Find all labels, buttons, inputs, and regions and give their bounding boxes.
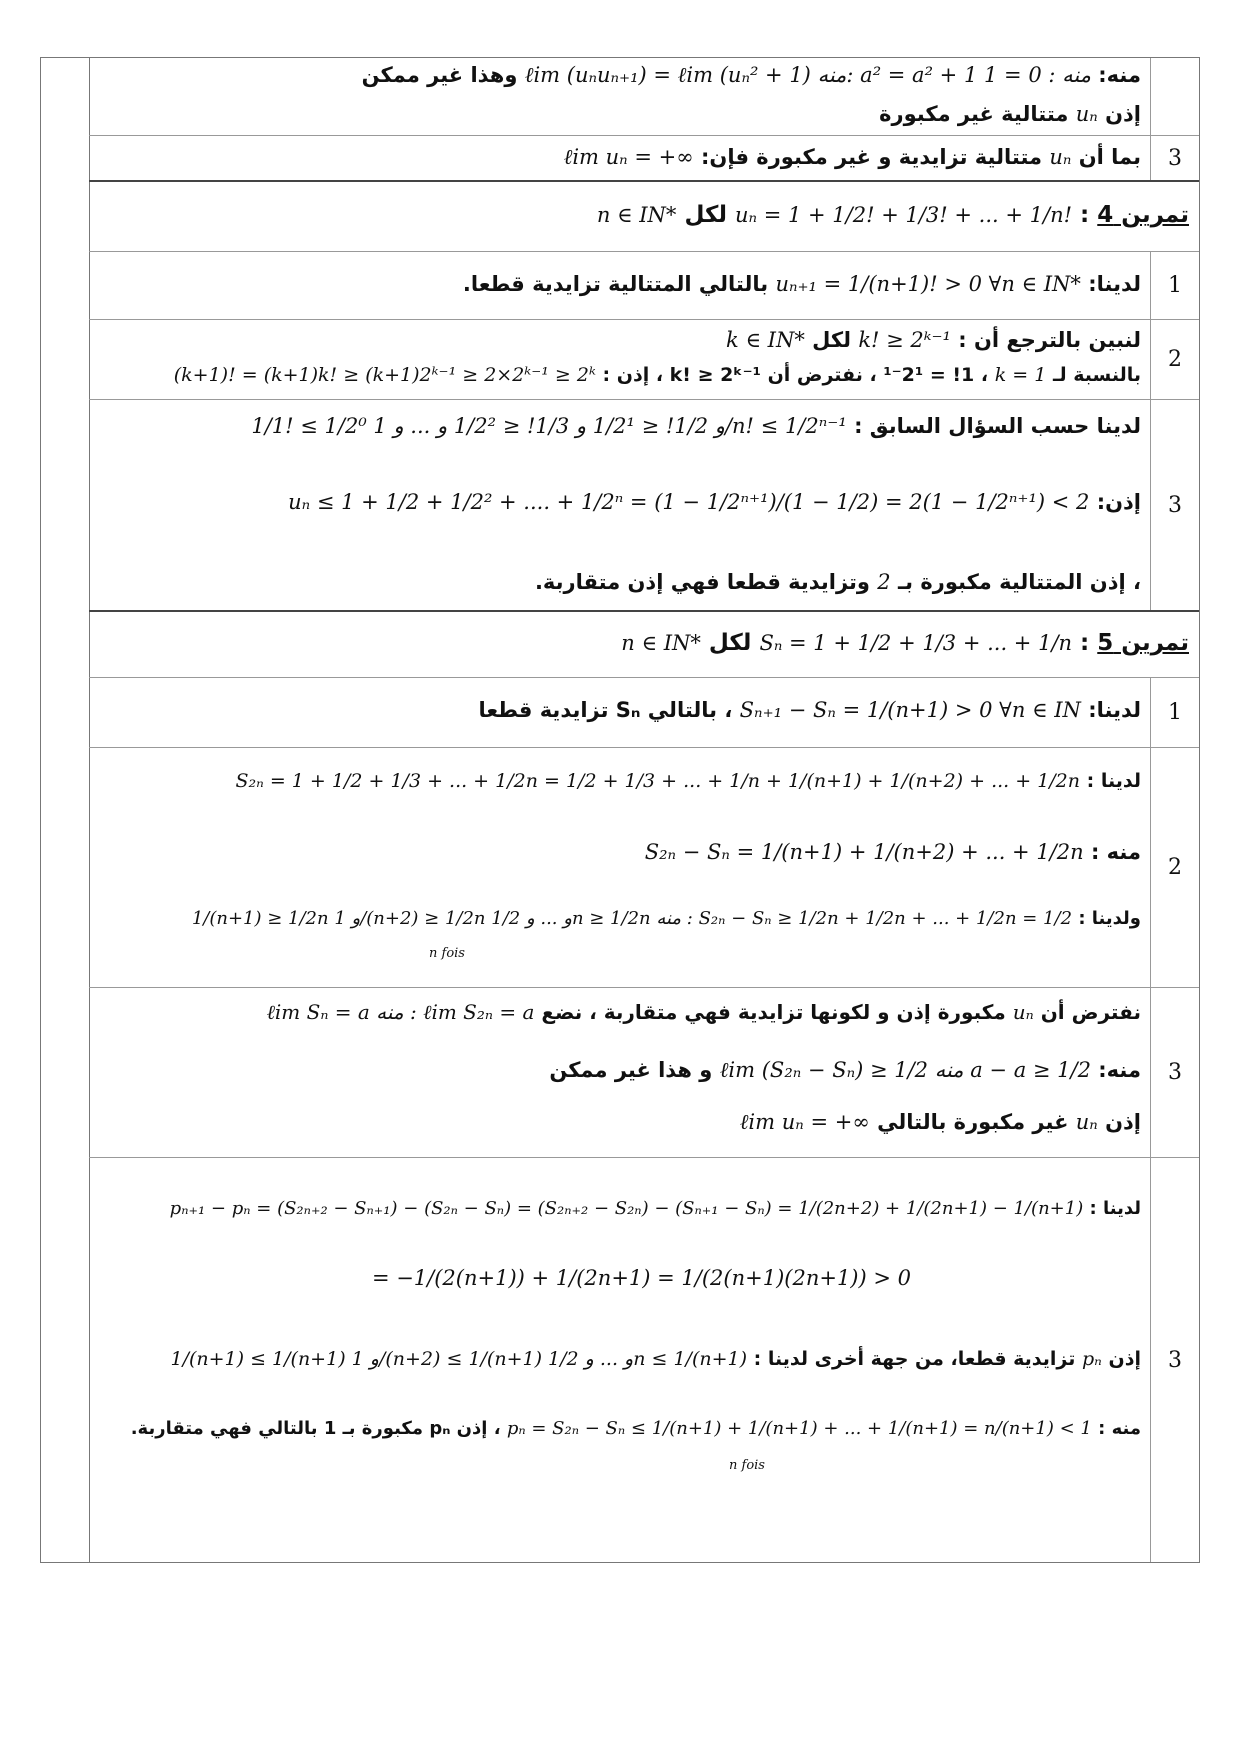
math-expression: k! ≥ 2ᵏ⁻¹ <box>858 328 951 352</box>
math-expression: pₙ₊₁ − pₙ = (S₂ₙ₊₂ − Sₙ₊₁) − (S₂ₙ − Sₙ) = (S₂ₙ₊₂ − S₂ₙ) − (Sₙ₊₁ − Sₙ) = 1/(2n+2) + 1/(2n+1) − 1/(n+1) <box>169 1198 1084 1219</box>
line-label: لدينا : <box>1086 770 1141 792</box>
line-label: منه : <box>1090 840 1141 864</box>
line-label: إذن <box>1105 102 1141 126</box>
document-table <box>40 57 1200 1563</box>
text-line <box>99 1266 911 1291</box>
text-line <box>99 328 1141 353</box>
math-expression: uₙ <box>1075 102 1098 126</box>
math-expression: = −1/(2(n+1)) + 1/(2n+1) = 1/(2(n+1)(2n+1)) > 0 <box>371 1266 911 1290</box>
text-line <box>99 840 1141 865</box>
question-number: 3 <box>1150 1158 1199 1562</box>
line-label: لدينا : <box>1089 1198 1141 1219</box>
line-label: نفترض أن <box>1040 1000 1141 1024</box>
text-line <box>99 1348 1141 1371</box>
exercise-5-title: تمرين 5 <box>1097 630 1189 656</box>
math-expression: S₂ₙ − Sₙ = 1/(n+1) + 1/(n+2) + ... + 1/2n <box>644 840 1084 864</box>
line-label: إذن <box>1105 1110 1141 1134</box>
line-tail: ، بالتالي Sₙ تزايدية قطعا <box>478 698 733 722</box>
line-label: ، إذن المتتالية مكبورة بـ <box>897 570 1141 594</box>
line-label: لدينا: <box>1088 272 1141 296</box>
text-line <box>99 1418 1141 1440</box>
math-expression: 1/1! ≤ 1/2⁰ و 1/2! ≤ 1/2¹ و 1/3! ≤ 1/2² و ... و 1/n! ≤ 1/2ⁿ⁻¹ <box>251 414 847 438</box>
math-expression: (k+1)! = (k+1)k! ≥ (k+1)2ᵏ⁻¹ ≥ 2×2ᵏ⁻¹ ≥ 2ᵏ <box>173 364 596 386</box>
math-expression: S₂ₙ = 1 + 1/2 + 1/3 + ... + 1/2n = 1/2 + 1/3 + ... + 1/n + 1/(n+1) + 1/(n+2) + ... + 1/2n <box>235 770 1081 792</box>
line-tail: لكل <box>684 202 727 228</box>
line-label: بما أن <box>1078 145 1141 169</box>
line-label: منه: <box>1098 63 1141 87</box>
underbrace-note: n fois <box>729 1458 765 1473</box>
math-expression: uₙ₊₁ = 1/(n+1)! > 0 ∀n ∈ IN* <box>775 272 1081 296</box>
line-tail: وتزايدية قطعا فهي إذن متقاربة. <box>534 570 870 594</box>
math-expression: pₙ <box>1082 1348 1102 1370</box>
text-line <box>99 490 1141 515</box>
question-number <box>1150 58 1199 135</box>
math-expression: Sₙ = 1 + 1/2 + 1/3 + ... + 1/n <box>759 631 1073 655</box>
text-line <box>99 102 1141 127</box>
math-expression: 1/(n+1) ≤ 1/(n+1) و 1/(n+2) ≤ 1/(n+1) و ... و 1/2n ≤ 1/(n+1) <box>170 1348 748 1370</box>
math-expression: n ∈ IN* <box>621 631 701 655</box>
question-number: 3 <box>1150 136 1199 180</box>
line-tail: غير مكبورة بالتالي <box>877 1110 1069 1134</box>
exercise-title: تمرين 4 : uₙ = 1 + 1/2! + 1/3! + ... + 1/n! لكل n ∈ IN* <box>596 202 1189 228</box>
math-expression: ℓim uₙ = +∞ <box>739 1110 870 1134</box>
exercise-title-row <box>89 612 1199 678</box>
table-row <box>89 320 1199 400</box>
question-number: 1 <box>1150 252 1199 319</box>
line-label: إذن <box>1108 1348 1141 1370</box>
math-expression: ℓim (uₙuₙ₊₁) = ℓim (uₙ² + 1) منه: a² = a² + 1 منه : 0 = 1 <box>524 63 1091 87</box>
text-line <box>99 1000 1141 1024</box>
line-tail: متتالية غير مكبورة <box>879 102 1069 126</box>
line-tail: ، إذن pₙ مكبورة بـ 1 بالتالي فهي متقاربة. <box>130 1418 501 1439</box>
math-expression: Sₙ₊₁ − Sₙ = 1/(n+1) > 0 ∀n ∈ IN <box>739 698 1081 722</box>
exercise-4-title: تمرين 4 <box>1097 202 1189 228</box>
exercise-title-row <box>89 182 1199 252</box>
text-line <box>99 698 1141 723</box>
question-number: 1 <box>1150 678 1199 747</box>
math-expression: k ∈ IN* <box>726 328 805 352</box>
line-label: لنبين بالترجع أن : <box>958 328 1141 352</box>
text-line <box>99 414 1141 439</box>
text-line <box>99 63 1141 88</box>
question-number: 2 <box>1150 320 1199 399</box>
math-expression: pₙ = S₂ₙ − Sₙ ≤ 1/(n+1) + 1/(n+1) + ... + 1/(n+1) = n/(n+1) < 1 <box>506 1418 1092 1439</box>
line-tail: و هذا غير ممكن <box>549 1058 713 1082</box>
line-tail: لكل <box>708 630 752 656</box>
question-number: 3 <box>1150 400 1199 610</box>
table-row <box>89 252 1199 320</box>
text-line <box>99 272 1141 297</box>
math-expression: uₙ = 1 + 1/2! + 1/3! + ... + 1/n! <box>735 203 1073 227</box>
math-expression: n ∈ IN* <box>596 203 677 227</box>
line-label: لدينا: <box>1088 698 1141 722</box>
table-row <box>89 678 1199 748</box>
math-expression: uₙ <box>1075 1110 1098 1134</box>
line-label: بالنسبة لـ <box>1052 364 1141 386</box>
line-label: ولدينا : <box>1078 908 1141 929</box>
math-expression: uₙ <box>1012 1000 1034 1024</box>
line-label: منه: <box>1098 1058 1141 1082</box>
math-expression: 2 <box>877 570 891 594</box>
question-number: 2 <box>1150 748 1199 987</box>
table-row <box>89 136 1199 182</box>
text-line <box>99 364 1141 387</box>
line-tail: لكل <box>812 328 851 352</box>
text-line <box>99 145 1141 170</box>
table-row <box>89 400 1199 612</box>
table-row <box>89 988 1199 1158</box>
exercise-title: تمرين 5 : Sₙ = 1 + 1/2 + 1/3 + ... + 1/n لكل n ∈ IN* <box>621 630 1189 656</box>
line-label: إذن: <box>1096 490 1141 514</box>
line-label: لدينا حسب السؤال السابق : <box>854 414 1141 438</box>
text-line <box>99 1058 1141 1083</box>
math-expression: uₙ <box>1049 145 1072 169</box>
line-tail: بالتالي المتتالية تزايدية قطعا. <box>462 272 769 296</box>
math-expression: uₙ ≤ 1 + 1/2 + 1/2² + .... + 1/2ⁿ = (1 − 1/2ⁿ⁺¹)/(1 − 1/2) = 2(1 − 1/2ⁿ⁺¹) < 2 <box>288 490 1090 514</box>
text-line <box>99 770 1141 793</box>
table-row <box>89 1158 1199 1562</box>
text-line <box>99 570 1141 595</box>
line-tail: تزايدية قطعا، من جهة أخرى لدينا : <box>753 1348 1076 1370</box>
line-label: منه : <box>1098 1418 1141 1439</box>
line-tail: وهذا غير ممكن <box>361 63 518 87</box>
math-expression: k = 1 <box>994 364 1047 386</box>
math-expression: ℓim (S₂ₙ − Sₙ) ≥ 1/2 منه a − a ≥ 1/2 <box>719 1058 1091 1082</box>
text-line <box>99 908 1141 930</box>
math-expression: 1/(n+1) ≥ 1/2n و 1/(n+2) ≥ 1/2n و ... و 1/2n ≥ 1/2n منه : S₂ₙ − Sₙ ≥ 1/2n + 1/2n + ... + 1/2n = 1/2 <box>191 908 1073 929</box>
question-number: 3 <box>1150 988 1199 1157</box>
text-line <box>99 1110 1141 1135</box>
line-tail: متتالية تزايدية و غير مكبورة فإن: <box>701 145 1043 169</box>
table-row <box>89 58 1199 136</box>
line-tail: ، 1! = 2¹⁻¹ ، نفترض أن k! ≥ 2ᵏ⁻¹ ، إذن : <box>602 364 989 386</box>
underbrace-note: n fois <box>429 946 465 961</box>
math-expression: ℓim uₙ = +∞ <box>563 145 694 169</box>
line-tail: مكبورة إذن و لكونها تزايدية فهي متقاربة ، نضع <box>541 1000 1006 1024</box>
text-line <box>99 1198 1141 1220</box>
math-expression: ℓim Sₙ = a منه : ℓim S₂ₙ = a <box>266 1000 535 1024</box>
table-row <box>89 748 1199 988</box>
